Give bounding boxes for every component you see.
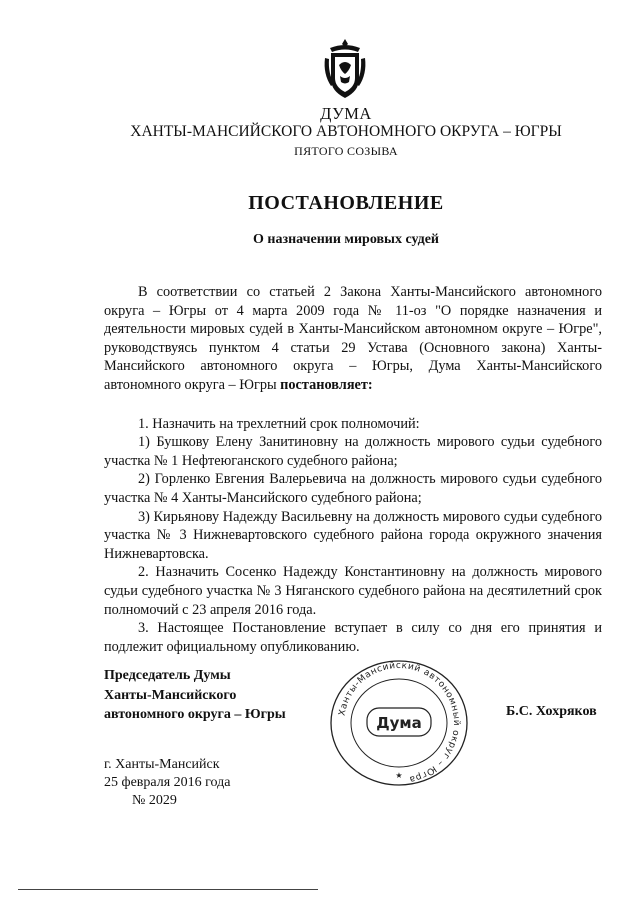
item-1-3: 3) Кирьянову Надежду Васильевну на должность мирового судьи судебного участка № 3 Нижневартовского судебного района города окружного значения Нижневартовска. (104, 508, 602, 562)
signer-position-line: Ханты-Мансийского (104, 687, 237, 703)
issue-city: г. Ханты-Мансийск (104, 757, 220, 772)
official-stamp (327, 658, 471, 788)
preamble-text: В соответствии со статьей 2 Закона Ханты-Мансийского автономного округа – Югры от 4 марта 2009 года № 11-оз "О порядке назначения и деятельности мировых судей в Ханты-Мансийском автономном округе – Югре", руководствуясь пунктом 4 статьи 29 Устава (Основного закона) Ханты-Мансийского автономного округа – Югры, Дума Ханты-Мансийского автономного округа – Югры (104, 284, 602, 393)
stamp-center-text: Дума (376, 714, 422, 732)
document-subtitle: О назначении мировых судей (253, 232, 439, 247)
preamble-emphasis: постановляет: (280, 376, 373, 393)
header-convocation: ПЯТОГО СОЗЫВА (294, 144, 398, 158)
header-okrug: ХАНТЫ-МАНСИЙСКОГО АВТОНОМНОГО ОКРУГА – ЮГРЫ (130, 123, 562, 140)
item-1-1: 1) Бушкову Елену Занитиновну на должность мирового судьи судебного участка № 1 Нефтеюганского судебного района; (104, 434, 602, 469)
footer-divider (18, 889, 318, 890)
item-3: 3. Настоящее Постановление вступает в силу со дня его принятия и подлежит официальному опубликованию. (104, 620, 602, 655)
header-duma: ДУМА (320, 104, 372, 123)
stamp-star-icon: ★ (395, 771, 403, 780)
item-2: 2. Назначить Сосенко Надежду Константиновну на должность мирового судьи судебного участка № 3 Няганского судебного района на десятилетний срок полномочий с 23 апреля 2016 года. (104, 564, 602, 618)
document-title: ПОСТАНОВЛЕНИЕ (248, 192, 444, 214)
signer-position-line: автономного округа – Югры (104, 707, 286, 722)
item-1: 1. Назначить на трехлетний срок полномочий: (138, 415, 420, 432)
preamble-paragraph (104, 283, 602, 395)
coat-of-arms-icon (322, 38, 368, 100)
document-body (104, 283, 602, 656)
signer-position-line: Председатель Думы (104, 668, 231, 683)
issue-date: 25 февраля 2016 года (104, 775, 231, 790)
signer-position (104, 666, 286, 725)
item-1-2: 2) Горленко Евгения Валерьевича на должность мирового судьи судебного участка № 4 Ханты-Мансийского судебного района; (104, 471, 602, 506)
signer-name: Б.С. Хохряков (506, 704, 597, 719)
issue-number: № 2029 (132, 793, 177, 808)
issue-details (104, 756, 231, 810)
stamp-ring-text: Ханты-Мансийский автономный округ – Югра (337, 660, 462, 785)
